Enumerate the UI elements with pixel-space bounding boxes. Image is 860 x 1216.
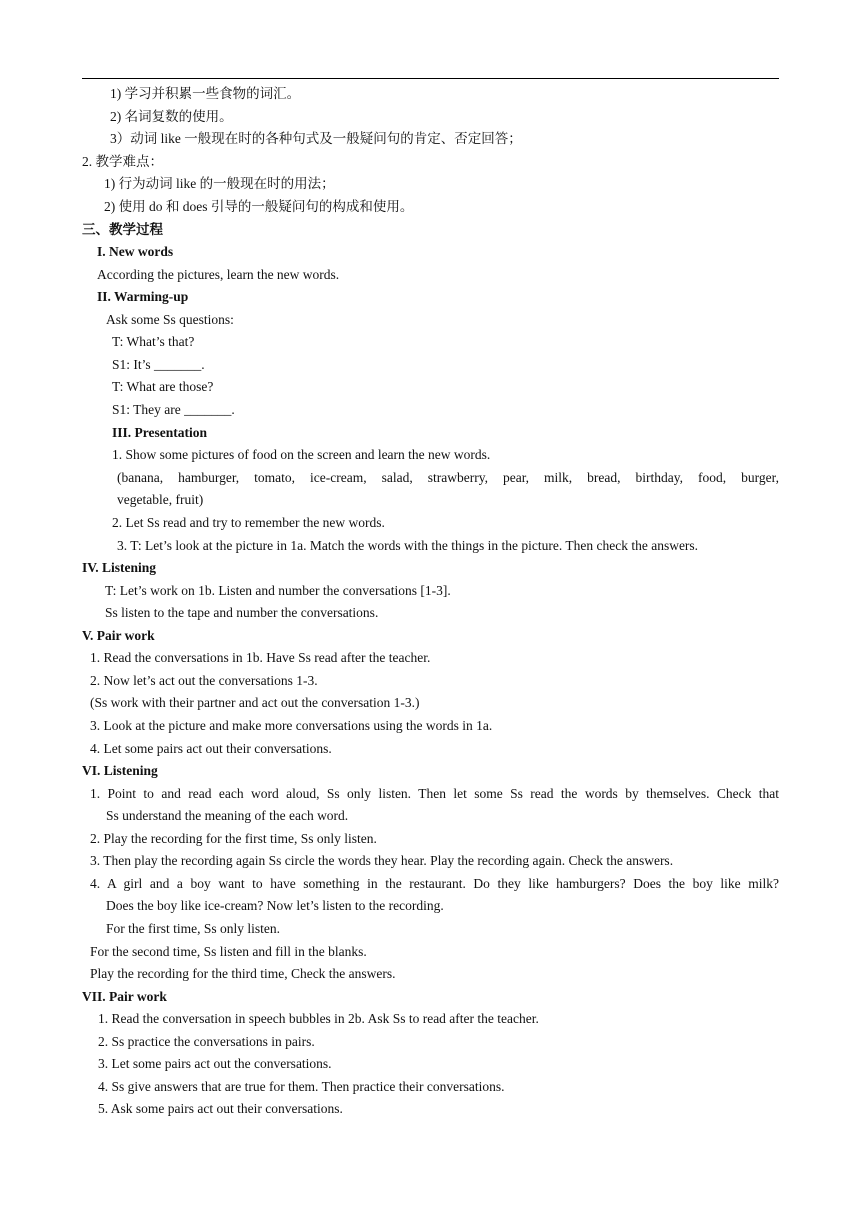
objective-item-3: 3）动词 like 一般现在时的各种句式及一般疑问句的肯定、否定回答； [110,131,522,146]
paragraph: (Ss work with their partner and act out the conversation 1-3.) [90,695,420,710]
list-item: 1. Read the conversations in 1b. Have Ss read after the teacher. [90,650,431,665]
list-item: 2. Ss practice the conversations in pairs. [98,1034,315,1049]
list-item: 4. Let some pairs act out their conversations. [90,741,332,756]
list-item: 3. Then play the recording again Ss circle the words they hear. Play the recording again. Check the answers. [90,853,674,868]
word-list-continued: vegetable, fruit) [117,492,204,507]
step-heading-pair-work: V. Pair work [82,628,155,643]
list-item: 3. T: Let’s look at the picture in 1a. Match the words with the things in the picture. Then check the answers. [117,538,699,553]
list-item-continued: Ss understand the meaning of the each word. [106,808,349,823]
section-heading-process: 三、教学过程 [82,222,163,237]
paragraph: T: Let’s work on 1b. Listen and number the conversations [1-3]. [105,583,451,598]
word-list: (banana, hamburger, tomato, ice-cream, salad, strawberry, pear, milk, bread, birthday, food, burger, [117,470,779,485]
list-item: 2. Let Ss read and try to remember the new words. [112,515,385,530]
step-heading-presentation: III. Presentation [112,425,208,440]
dialogue-line: S1: They are _______. [112,402,235,417]
list-item: 4. Ss give answers that are true for them. Then practice their conversations. [98,1079,505,1094]
paragraph: According the pictures, learn the new words. [97,267,340,282]
paragraph: Play the recording for the third time, Check the answers. [90,966,396,981]
step-heading-listening-2: VI. Listening [82,763,158,778]
list-item: 2. Now let’s act out the conversations 1-3. [90,673,318,688]
list-item: 5. Ask some pairs act out their conversations. [98,1101,343,1116]
step-heading-new-words: I. New words [97,244,174,259]
header-rule [82,78,779,79]
paragraph: For the second time, Ss listen and fill in the blanks. [90,944,367,959]
step-heading-warming-up: II. Warming-up [97,289,189,304]
dialogue-line: T: What are those? [112,379,214,394]
list-item: 3. Let some pairs act out the conversations. [98,1056,332,1071]
objective-item-1: 1) 学习并积累一些食物的词汇。 [110,86,301,101]
objective-item-2: 2) 名词复数的使用。 [110,109,233,124]
list-item: 1. Read the conversation in speech bubbles in 2b. Ask Ss to read after the teacher. [98,1011,539,1026]
difficulties-heading: 2. 教学难点： [82,154,163,169]
list-item: 2. Play the recording for the first time, Ss only listen. [90,831,377,846]
paragraph: Ask some Ss questions: [106,312,234,327]
paragraph: Ss listen to the tape and number the conversations. [105,605,379,620]
list-item: 4. A girl and a boy want to have something in the restaurant. Do they like hamburgers? Does the boy like milk? [90,876,779,891]
difficulty-item-1: 1) 行为动词 like 的一般现在时的用法； [104,176,335,191]
list-item: 1. Point to and read each word aloud, Ss only listen. Then let some Ss read the words by themselves. Check that [90,786,779,801]
list-item-continued: Does the boy like ice-cream? Now let’s listen to the recording. [106,898,444,913]
list-item: 3. Look at the picture and make more conversations using the words in 1a. [90,718,493,733]
dialogue-line: T: What’s that? [112,334,195,349]
list-item: 1. Show some pictures of food on the screen and learn the new words. [112,447,491,462]
difficulty-item-2: 2) 使用 do 和 does 引导的一般疑问句的构成和使用。 [104,199,414,214]
paragraph: For the first time, Ss only listen. [106,921,280,936]
step-heading-listening: IV. Listening [82,560,157,575]
dialogue-line: S1: It’s _______. [112,357,205,372]
step-heading-pair-work-2: VII. Pair work [82,989,167,1004]
